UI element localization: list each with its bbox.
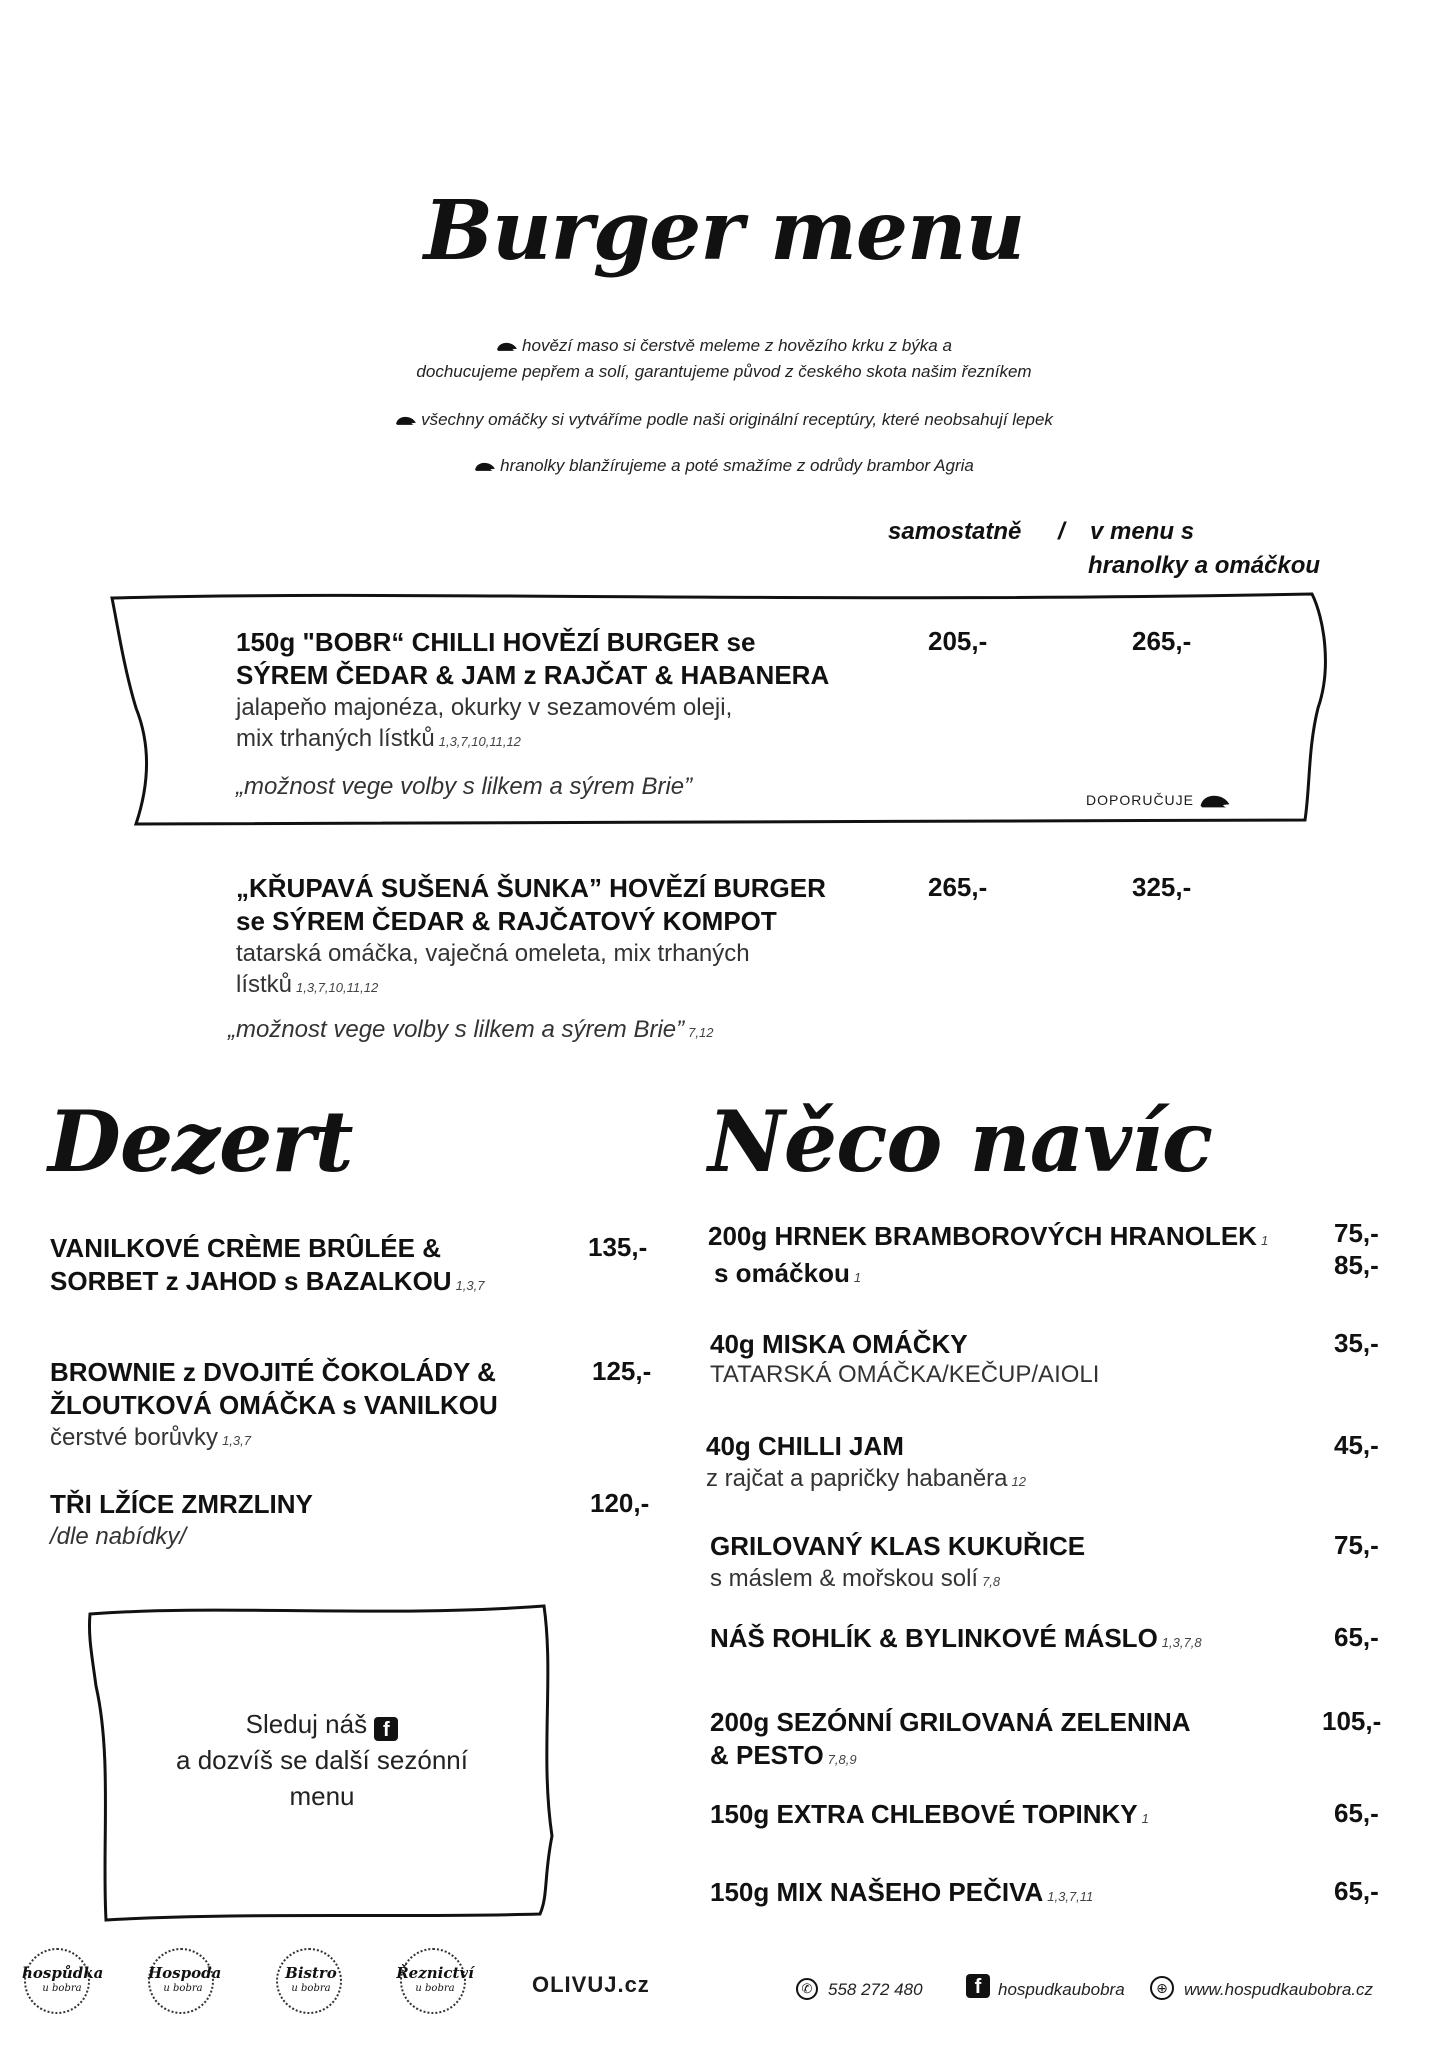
dessert-1-line-1: VANILKOVÉ CRÈME BRÛLÉE & bbox=[50, 1233, 441, 1263]
extras-7-title: 150g EXTRA CHLEBOVÉ TOPINKY 1 bbox=[710, 1799, 1149, 1829]
burger-1-title-2: SÝREM ČEDAR & JAM z RAJČAT & HABANERA bbox=[236, 660, 830, 690]
dessert-3-price: 120,- bbox=[590, 1488, 650, 1518]
burger-1-price-alone: 205,- bbox=[928, 626, 988, 656]
extras-4-title: GRILOVANÝ KLAS KUKUŘICE bbox=[710, 1531, 1086, 1561]
extras-6-title-2: & PESTO 7,8,9 bbox=[710, 1740, 857, 1770]
extras-item-3 bbox=[706, 1430, 1306, 1497]
extras-item-8 bbox=[710, 1876, 1310, 1913]
burger-2-desc-2: lístků 1,3,7,10,11,12 bbox=[236, 971, 379, 998]
olivuj-logo: OLIVUJ.cz bbox=[532, 1972, 650, 1997]
extras-item-1 bbox=[708, 1220, 1308, 1294]
extras-5-price: 65,- bbox=[1334, 1622, 1379, 1652]
burger-1-desc-2: mix trhaných lístků 1,3,7,10,11,12 bbox=[236, 725, 521, 752]
extras-6-price: 105,- bbox=[1322, 1706, 1382, 1736]
extras-1-title: 200g HRNEK BRAMBOROVÝCH HRANOLEK 1 bbox=[708, 1221, 1269, 1251]
dessert-2-desc: čerstvé borůvky 1,3,7 bbox=[50, 1424, 251, 1451]
beaver-icon bbox=[395, 415, 417, 426]
facebook-box-line-1: Sleduj náš f bbox=[82, 1706, 562, 1742]
page-title: Burger menu bbox=[423, 183, 1025, 279]
extras-2-sub: TATARSKÁ OMÁČKA/KEČUP/AIOLI bbox=[710, 1361, 1100, 1388]
extras-1-price: 75,- bbox=[1334, 1218, 1379, 1248]
extras-8-title: 150g MIX NAŠEHO PEČIVA 1,3,7,11 bbox=[710, 1877, 1094, 1907]
logo-hospoda-text: Hospoda u bobra bbox=[148, 1964, 222, 1994]
beaver-icon bbox=[1199, 793, 1231, 809]
extras-heading: Něco navíc bbox=[708, 1092, 1213, 1191]
extras-3-price: 45,- bbox=[1334, 1430, 1379, 1460]
globe-icon: ⊕ bbox=[1150, 1976, 1174, 2000]
column-menu-line2: hranolky a omáčkou bbox=[1088, 552, 1321, 579]
column-menu-line1: v menu s bbox=[1090, 518, 1195, 545]
intro-line-2: dochucujeme pepřem a solí, garantujeme původ z českého skota našim řezníkem bbox=[416, 362, 1032, 381]
dessert-item-3 bbox=[50, 1488, 570, 1552]
burger-1-title-1: 150g "BOBR“ CHILLI HOVĚZÍ BURGER se bbox=[236, 627, 756, 657]
extras-item-5 bbox=[710, 1622, 1310, 1659]
facebook-box bbox=[82, 1706, 562, 1814]
burger-2-vege: „možnost vege volby s lilkem a sýrem Brie” 7,12 bbox=[228, 1016, 714, 1043]
extras-item-4 bbox=[710, 1530, 1310, 1597]
dessert-2-line-1: BROWNIE z DVOJITÉ ČOKOLÁDY & bbox=[50, 1357, 496, 1387]
extras-item-7 bbox=[710, 1798, 1310, 1835]
burger-2-price-menu: 325,- bbox=[1132, 872, 1192, 902]
beaver-icon bbox=[474, 461, 496, 472]
facebook-footer-icon: f bbox=[966, 1974, 990, 1998]
extras-8-price: 65,- bbox=[1334, 1876, 1379, 1906]
dessert-3-desc: /dle nabídky/ bbox=[50, 1523, 187, 1550]
recommend-badge: DOPORUČUJE bbox=[1086, 792, 1231, 809]
phone-icon: ✆ bbox=[796, 1978, 818, 2000]
extras-6-title: 200g SEZÓNNÍ GRILOVANÁ ZELENINA bbox=[710, 1707, 1191, 1737]
intro-line-4: hranolky blanžírujeme a poté smažíme z odrůdy brambor Agria bbox=[0, 456, 1448, 476]
extras-7-price: 65,- bbox=[1334, 1798, 1379, 1828]
burger-item-1 bbox=[236, 626, 876, 802]
burger-1-vege: „možnost vege volby s lilkem a sýrem Brie” bbox=[236, 773, 693, 800]
facebook-box-line-3: menu bbox=[289, 1781, 355, 1811]
burger-2-title-2: se SÝREM ČEDAR & RAJČATOVÝ KOMPOT bbox=[236, 906, 777, 936]
intro-line-1: hovězí maso si čerstvě meleme z hovězího krku z býka a bbox=[0, 336, 1448, 356]
dessert-2-price: 125,- bbox=[592, 1356, 652, 1386]
burger-2-desc-1: tatarská omáčka, vaječná omeleta, mix trhaných bbox=[236, 940, 750, 967]
burger-2-title-1: „KŘUPAVÁ SUŠENÁ ŠUNKA” HOVĚZÍ BURGER bbox=[236, 873, 826, 903]
extras-item-6 bbox=[710, 1706, 1310, 1776]
extras-4-price: 75,- bbox=[1334, 1530, 1379, 1560]
burger-1-price-menu: 265,- bbox=[1132, 626, 1192, 656]
extras-2-title: 40g MISKA OMÁČKY bbox=[710, 1329, 968, 1359]
burger-2-price-alone: 265,- bbox=[928, 872, 988, 902]
logo-bistro-text: Bistro u bobra bbox=[285, 1964, 337, 1994]
dessert-item-1 bbox=[50, 1232, 570, 1302]
extras-1-sub: s omáčkou 1 bbox=[714, 1258, 862, 1288]
facebook-link[interactable]: hospudkaubobra bbox=[998, 1980, 1125, 1999]
extras-3-sub: z rajčat a papričky habaněra 12 bbox=[706, 1465, 1026, 1492]
dessert-1-line-2: SORBET z JAHOD s BAZALKOU 1,3,7 bbox=[50, 1266, 485, 1296]
burger-item-2 bbox=[236, 872, 876, 1003]
website-link[interactable]: www.hospudkaubobra.cz bbox=[1184, 1980, 1374, 1999]
intro-line-3: všechny omáčky si vytváříme podle naši originální receptúry, které neobsahují lepek bbox=[0, 410, 1448, 430]
dessert-2-line-2: ŽLOUTKOVÁ OMÁČKA s VANILKOU bbox=[50, 1390, 498, 1420]
extras-3-title: 40g CHILLI JAM bbox=[706, 1431, 904, 1461]
extras-4-sub: s máslem & mořskou solí 7,8 bbox=[710, 1565, 1001, 1592]
column-slash: / bbox=[1058, 518, 1065, 545]
extras-2-price: 35,- bbox=[1334, 1328, 1379, 1358]
logo-hospudka-text: hospůdka u bobra bbox=[22, 1964, 104, 1994]
dessert-heading: Dezert bbox=[48, 1092, 353, 1191]
extras-5-title: NÁŠ ROHLÍK & BYLINKOVÉ MÁSLO 1,3,7,8 bbox=[710, 1623, 1202, 1653]
dessert-item-2 bbox=[50, 1356, 590, 1456]
dessert-3-line-1: TŘI LŽÍCE ZMRZLINY bbox=[50, 1489, 313, 1519]
phone-number[interactable]: 558 272 480 bbox=[828, 1980, 923, 1999]
extras-item-2 bbox=[710, 1328, 1310, 1389]
logo-reznictvi-text: Řeznictví u bobra bbox=[396, 1964, 474, 1994]
column-standalone: samostatně bbox=[888, 518, 1022, 545]
burger-1-desc-1: jalapeňo majonéza, okurky v sezamovém oleji, bbox=[236, 694, 733, 721]
beaver-icon bbox=[496, 341, 518, 352]
dessert-1-price: 135,- bbox=[588, 1232, 648, 1262]
facebook-box-line-2: a dozvíš se další sezónní bbox=[176, 1745, 468, 1775]
facebook-icon: f bbox=[374, 1717, 398, 1741]
extras-1-price-2: 85,- bbox=[1334, 1250, 1379, 1280]
